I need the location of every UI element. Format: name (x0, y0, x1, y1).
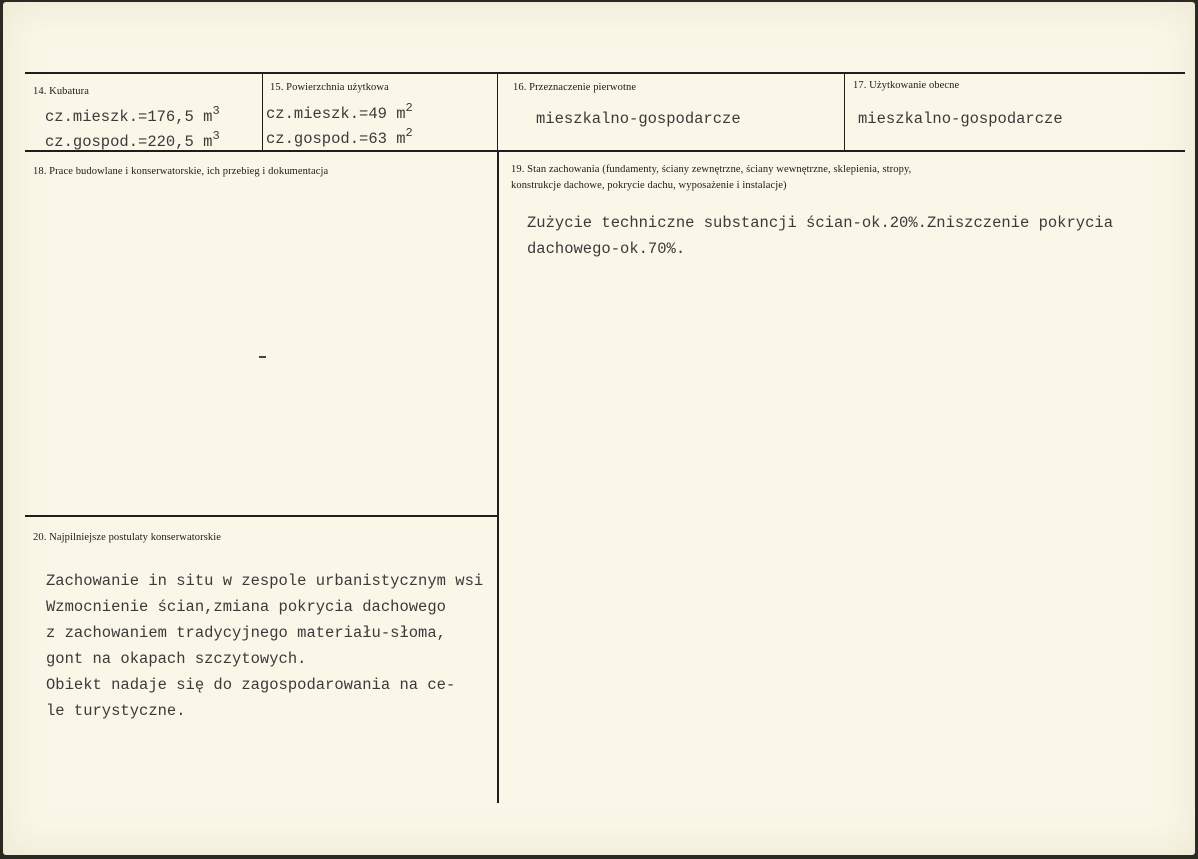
field-postulaty-value (46, 568, 483, 724)
main-column-divider (497, 151, 499, 803)
divider-14-15 (262, 73, 263, 151)
kubatura-farm: cz.gospod.=220,5 $m^3$ (45, 129, 220, 151)
divider-16-17 (844, 73, 845, 151)
section-18-bottom-rule (25, 515, 499, 517)
powierzchnia-farm: cz.gospod.=63 $m^2$ (266, 126, 413, 148)
field-przeznaczenie-label: 16. Przeznaczenie pierwotne (513, 82, 637, 93)
field-powierzchnia-value (266, 102, 413, 152)
postulaty-line: Obiekt nadaje się do zagospodarowania na ce- (46, 676, 456, 694)
field-kubatura-label: 14. Kubatura (33, 86, 90, 97)
postulaty-line: z zachowaniem tradycyjnego materiału-słoma, (46, 624, 446, 642)
empty-field-dash (259, 356, 266, 358)
divider-15-16 (497, 73, 498, 151)
kubatura-residential: cz.mieszk.=176,5 $m^3$ (45, 104, 220, 126)
postulaty-line: le turystyczne. (46, 702, 186, 720)
postulaty-line: Wzmocnienie ścian,zmiana pokrycia dachowego (46, 598, 446, 616)
record-card (3, 2, 1195, 855)
field-prace-label: 18. Prace budowlane i konserwatorskie, ich przebieg i dokumentacja (33, 166, 329, 177)
top-rule (25, 72, 1185, 74)
postulaty-line: gont na okapach szczytowych. (46, 650, 307, 668)
field-stan-value: Zużycie techniczne substancji ścian-ok.20%.Zniszczenie pokrycia dachowego-ok.70%. (527, 214, 1113, 258)
postulaty-line: Zachowanie in situ w zespole urbanistycznym wsi (46, 572, 484, 590)
field-uzytkowanie-value: mieszkalno-gospodarcze (858, 110, 1063, 128)
field-powierzchnia-label: 15. Powierzchnia użytkowa (270, 82, 389, 93)
field-stan-label: 19. Stan zachowania (fundamenty, ściany zewnętrzne, ściany wewnętrzne, sklepienia, stropy, konstrukcje dachowe, pokrycie dachu, wyposażenie i instalacje) (511, 164, 912, 191)
powierzchnia-residential: cz.mieszk.=49 $m^2$ (266, 101, 413, 123)
field-przeznaczenie-value: mieszkalno-gospodarcze (536, 110, 741, 128)
field-uzytkowanie-label: 17. Użytkowanie obecne (853, 80, 960, 91)
field-kubatura-value (45, 105, 220, 155)
field-postulaty-label: 20. Najpilniejsze postulaty konserwatorskie (33, 532, 222, 543)
